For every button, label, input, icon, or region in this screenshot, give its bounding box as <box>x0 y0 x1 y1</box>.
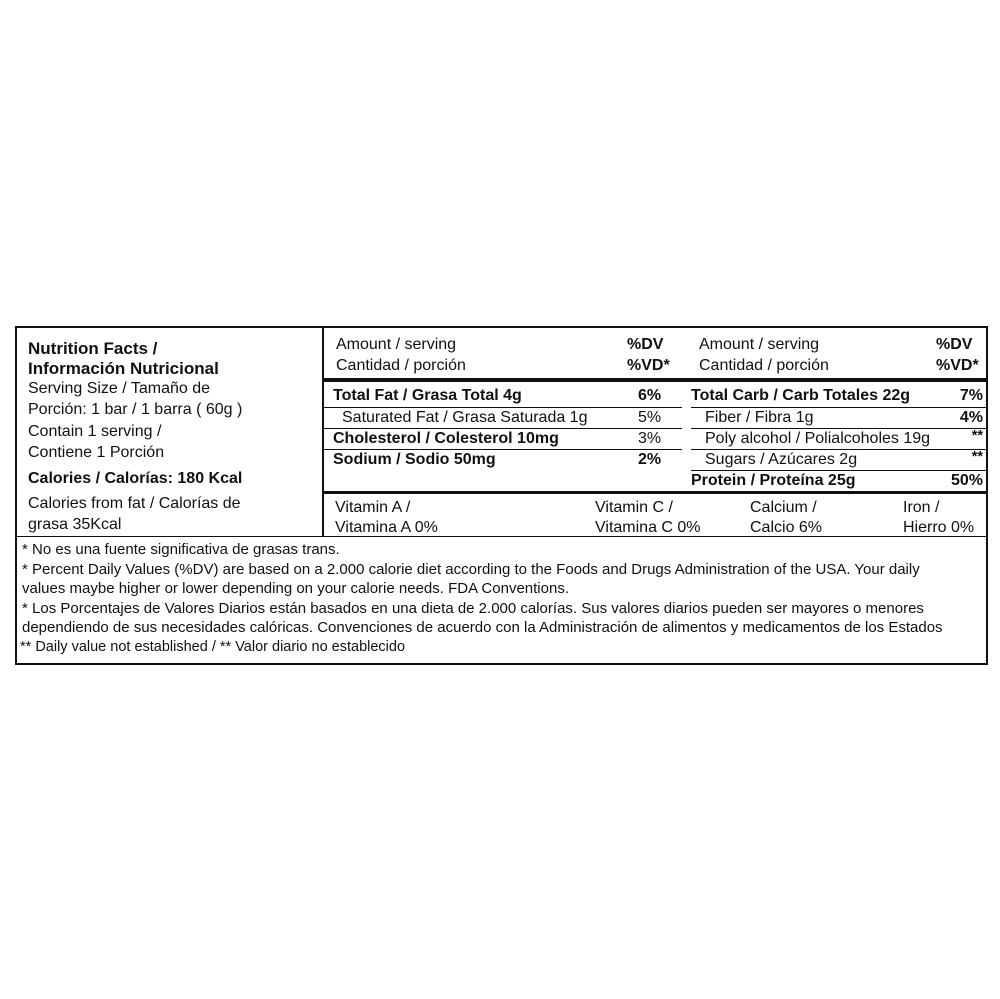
dv-protein: 50% <box>950 472 983 489</box>
dv-header-es-left: %VD* <box>627 357 670 374</box>
row-divider <box>691 407 988 408</box>
nutrient-fiber: Fiber / Fibra 1g <box>705 409 814 426</box>
vitamin-c-es: Vitamina C 0% <box>595 519 701 536</box>
dv-sugars: ** <box>971 449 983 465</box>
dv-total-carb: 7% <box>959 387 983 404</box>
calories-from-fat-line-2: grasa 35Kcal <box>28 516 122 533</box>
footnote-not-established: ** Daily value not established / ** Valor diario no establecido <box>20 639 406 655</box>
header-thick-rule <box>322 378 988 382</box>
nutrient-protein: Protein / Proteína 25g <box>691 472 856 489</box>
nutrient-total-fat: Total Fat / Grasa Total 4g <box>333 387 522 404</box>
serving-size-line-1: Serving Size / Tamaño de <box>28 380 211 397</box>
footnote-dv-en-2: values maybe higher or lower depending on your calorie needs. FDA Conventions. <box>22 580 569 597</box>
calories: Calories / Calorías: 180 Kcal <box>28 470 243 487</box>
vitamin-a-en: Vitamin A / <box>335 499 411 516</box>
dv-poly-alcohol: ** <box>971 428 983 444</box>
amount-header-es-right: Cantidad / porción <box>699 357 829 374</box>
nutrient-total-carb: Total Carb / Carb Totales 22g <box>691 387 911 404</box>
nutrient-sodium: Sodium / Sodio 50mg <box>333 451 496 468</box>
nutrient-cholesterol: Cholesterol / Colesterol 10mg <box>333 430 559 447</box>
servings-line-2: Contiene 1 Porción <box>28 444 165 461</box>
dv-header-en-left: %DV <box>627 336 664 353</box>
nutrition-label <box>15 326 988 665</box>
row-divider <box>322 428 682 429</box>
footnote-dv-en-1: * Percent Daily Values (%DV) are based on a 2.000 calorie diet according to the Foods and Drugs Administration of the USA. Your daily <box>22 561 920 578</box>
title-es: Información Nutricional <box>28 359 219 378</box>
dv-sodium: 2% <box>638 451 662 468</box>
vitamin-a-es: Vitamina A 0% <box>335 519 438 536</box>
nutrient-poly-alcohol: Poly alcohol / Polialcoholes 19g <box>705 430 931 447</box>
nutrient-sugars: Sugars / Azúcares 2g <box>705 451 858 468</box>
panel-divider <box>322 328 324 536</box>
calories-from-fat-line-1: Calories from fat / Calorías de <box>28 495 241 512</box>
dv-fiber: 4% <box>959 409 983 426</box>
dv-header-en-right: %DV <box>936 336 973 353</box>
vitamin-c-en: Vitamin C / <box>595 499 673 516</box>
row-divider <box>322 407 682 408</box>
footnote-rule <box>17 536 988 537</box>
iron-en: Iron / <box>903 499 940 516</box>
amount-header-en-right: Amount / serving <box>699 336 820 353</box>
amount-header-en-left: Amount / serving <box>336 336 457 353</box>
dv-total-fat: 6% <box>638 387 662 404</box>
iron-es: Hierro 0% <box>903 519 975 536</box>
nutrient-saturated-fat: Saturated Fat / Grasa Saturada 1g <box>342 409 588 426</box>
row-divider <box>322 449 682 450</box>
calcium-es: Calcio 6% <box>750 519 823 536</box>
footnote-dv-es-1: * Los Porcentajes de Valores Diarios están basados en una dieta de 2.000 calorías. Sus valores diarios pueden ser mayores o menores <box>22 600 924 617</box>
dv-header-es-right: %VD* <box>936 357 979 374</box>
calcium-en: Calcium / <box>750 499 817 516</box>
vitamin-thick-rule <box>322 491 988 494</box>
footnote-trans-fat: * No es una fuente significativa de grasas trans. <box>22 541 340 558</box>
footnote-dv-es-2: dependiendo de sus necesidades calóricas. Convenciones de acuerdo con la Administración de alimentos y medicamentos de los Estados <box>22 619 943 636</box>
servings-line-1: Contain 1 serving / <box>28 423 162 440</box>
serving-size-line-2: Porción: 1 bar / 1 barra ( 60g ) <box>28 401 243 418</box>
row-divider <box>691 470 988 471</box>
amount-header-es-left: Cantidad / porción <box>336 357 466 374</box>
dv-saturated-fat: 5% <box>638 409 662 426</box>
dv-cholesterol: 3% <box>638 430 662 447</box>
title-en: Nutrition Facts / <box>28 339 158 358</box>
